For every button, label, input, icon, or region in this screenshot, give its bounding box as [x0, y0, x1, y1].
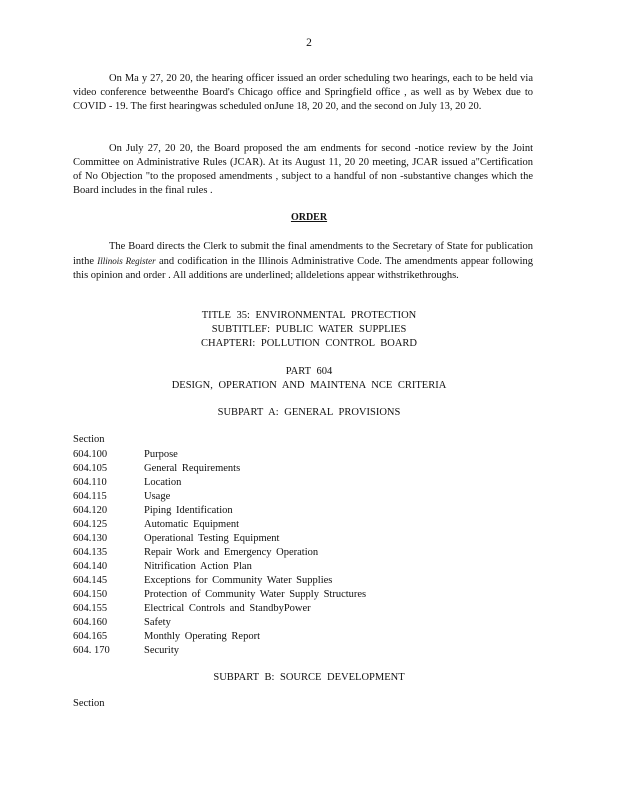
toc-number: 604.100: [73, 449, 108, 460]
page-number: 2: [306, 37, 312, 49]
toc-row: [73, 462, 366, 476]
toc-row: [73, 574, 366, 588]
toc-row: [73, 504, 366, 518]
toc-row: [73, 476, 366, 490]
part-name-line: DESIGN, OPERATION AND MAINTENA NCE CRITERIA: [171, 380, 447, 391]
part-block: [0, 365, 618, 393]
toc-row: [73, 560, 366, 574]
toc-row: [73, 518, 366, 532]
toc-number: 604.145: [73, 575, 108, 586]
toc-title: Protection of Community Water Supply Structures: [144, 589, 367, 600]
toc-number: 604.125: [73, 519, 108, 530]
toc-title: Nitrification Action Plan: [144, 561, 252, 572]
toc-number: 604.115: [73, 491, 107, 502]
toc-number: 604.140: [73, 561, 108, 572]
toc-number: 604.130: [73, 533, 108, 544]
toc-title: Repair Work and Emergency Operation: [144, 547, 319, 558]
paragraph-order-text-1: The Board directs the Clerk to submit the final amendments to the Secretary of State for publication inthe: [73, 241, 533, 267]
toc-title: Purpose: [144, 449, 178, 460]
toc-row: [73, 546, 366, 560]
toc-title: Safety: [144, 617, 171, 628]
toc-number: 604.110: [73, 477, 107, 488]
section-label: Section: [73, 698, 105, 709]
toc-row: [73, 532, 366, 546]
paragraph-jcar-text: On July 27, 20 20, the Board proposed the am endments for second -notice review by the Joint Committee on Administrative Rules (JCAR). At its August 11, 20 20 meeting, JCAR issued a"Certification of No Objection "to the proposed amendments , subject to a handful of non -substantive changes which the Board includes in the final rules .: [73, 143, 533, 196]
subpart-a-heading: SUBPART A: GENERAL PROVISIONS: [217, 407, 401, 418]
toc-number: 604.120: [73, 505, 108, 516]
subpart-b-heading: SUBPART B: SOURCE DEVELOPMENT: [213, 672, 405, 683]
title-line: TITLE 35: ENVIRONMENTAL PROTECTION: [201, 310, 417, 321]
toc-row: [73, 644, 366, 658]
toc-number: 604.105: [73, 463, 108, 474]
toc-title: Automatic Equipment: [144, 519, 240, 530]
title-block: [0, 309, 618, 351]
toc-row: [73, 588, 366, 602]
toc-number: 604. 170: [73, 645, 110, 656]
paragraph-hearings-text: On Ma y 27, 20 20, the hearing officer issued an order scheduling two hearings, each to be held via video conference betweenthe Board's Chicago office and Springfield office , as well as by Webex due to COVID - 19. The first hearingwas scheduled onJune 18, 20 20, and the second on July 13, 20 20.: [73, 73, 533, 112]
toc-title: Exceptions for Community Water Supplies: [144, 575, 333, 586]
toc-number: 604.150: [73, 589, 108, 600]
order-heading-text: ORDER: [290, 212, 328, 223]
order-heading: [0, 212, 618, 223]
toc-number: 604.155: [73, 603, 108, 614]
toc-row: [73, 490, 366, 504]
paragraph-order: [73, 240, 533, 283]
subtitle-line: SUBTITLEF: PUBLIC WATER SUPPLIES: [211, 324, 407, 335]
paragraph-jcar: [73, 142, 533, 198]
toc-title: Electrical Controls and StandbyPower: [144, 603, 311, 614]
toc-number: 604.165: [73, 631, 108, 642]
toc-row: [73, 630, 366, 644]
toc-title: Piping Identification: [144, 505, 233, 516]
table-of-contents: [73, 448, 366, 658]
illinois-register-italic: Illinois Register: [97, 256, 156, 266]
part-line: PART 604: [285, 366, 333, 377]
chapter-line: CHAPTERI: POLLUTION CONTROL BOARD: [201, 338, 417, 349]
paragraph-hearings: [73, 72, 533, 114]
toc-row: [73, 616, 366, 630]
toc-title: Monthly Operating Report: [144, 631, 260, 642]
paragraph-order-text-2: and codification in the Illinois Administrative Code. The amendments appear following this opinion and order . All additions are underlined; alldeletions appear withstrikethroughs.: [73, 256, 534, 281]
toc-title: Location: [144, 477, 182, 488]
toc-title: Usage: [144, 491, 171, 502]
toc-title: General Requirements: [144, 463, 241, 474]
toc-title: Operational Testing Equipment: [144, 533, 280, 544]
toc-row: [73, 448, 366, 462]
toc-number: 604.135: [73, 547, 108, 558]
toc-row: [73, 602, 366, 616]
toc-number: 604.160: [73, 617, 108, 628]
toc-title: Security: [144, 645, 179, 656]
section-label: Section: [73, 434, 105, 445]
